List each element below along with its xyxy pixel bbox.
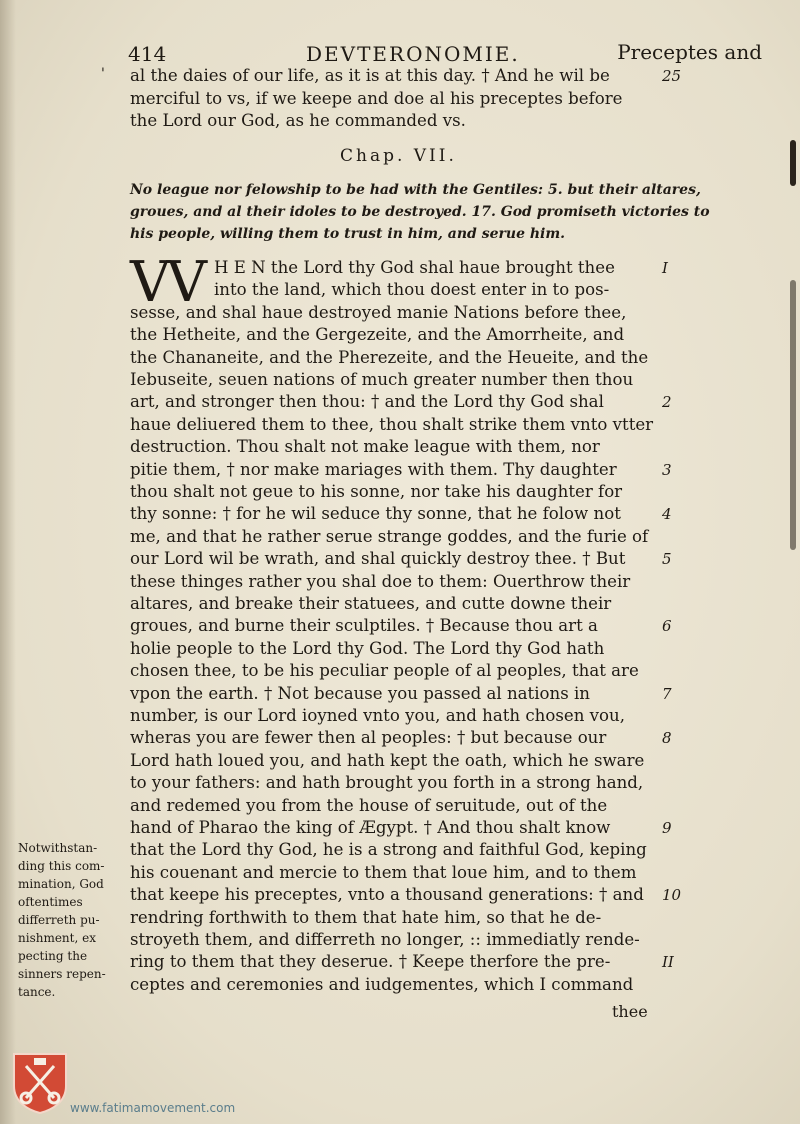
verse-number: 25 (662, 67, 682, 85)
text-line: merciful to vs, if we keepe and doe al his preceptes before (130, 88, 623, 108)
margin-note-line: sinners repen- (18, 967, 106, 981)
text-line: stroyeth them, and differreth no longer, :: immediatly rende- (130, 930, 640, 949)
text-line: thy sonne: † for he wil seduce thy sonne, that he folow not (130, 504, 621, 524)
text-line: these thinges rather you shal doe to them: Ouerthrow their (130, 571, 631, 591)
text-line: hand of Pharao the king of Ægypt. † And thou shalt know (130, 818, 611, 837)
margin-note-line: nishment, ex (18, 931, 96, 945)
stray-mark: ' (101, 66, 105, 82)
text-line: holie people to the Lord thy God. The Lord thy God hath (130, 638, 605, 658)
margin-note-line: differreth pu- (18, 913, 100, 927)
running-title: DEVTERONOMIE. (306, 42, 520, 66)
verse-number: 9 (662, 819, 672, 837)
text-line: destruction. Thou shalt not make league with them, nor (130, 437, 600, 457)
watermark-url[interactable]: www.fatimamovement.com (70, 1101, 236, 1115)
text-line: me, and that he rather serue strange goddes, and the furie of (130, 526, 649, 546)
text-line: H E N the Lord thy God shal haue brought thee (214, 258, 615, 277)
page-number: 414 (128, 42, 167, 66)
text-line: Iebuseite, seuen nations of much greater number then thou (130, 370, 634, 389)
text-line: ring to them that they deserue. † Keepe therfore the pre- (130, 952, 611, 972)
gutter-shadow (0, 0, 16, 1124)
text-line: al the daies of our life, as it is at this day. † And he wil be (130, 66, 610, 85)
text-line: altares, and breake their statuees, and cutte downe their (130, 594, 612, 613)
text-line: haue deliuered them to thee, thou shalt strike them vnto vtter (130, 414, 654, 434)
text-line: our Lord wil be wrath, and shal quickly destroy thee. † But (130, 549, 626, 569)
crossed-keys-logo-icon (12, 1052, 68, 1114)
text-line: groues, and burne their sculptiles. † Because thou art a (130, 616, 598, 636)
text-line: ceptes and ceremonies and iudgementes, which I command (130, 974, 634, 994)
text-line: that keepe his preceptes, vnto a thousand generations: † and (130, 885, 644, 905)
margin-note-line: tance. (18, 985, 56, 999)
page-edge-shadow (790, 280, 796, 550)
text-line: his couenant and mercie to them that loue him, and to them (130, 862, 637, 882)
verse-number: 7 (662, 684, 672, 703)
summary-line: groues, and al their idoles to be destroyed. 17. God promiseth victories to (130, 204, 710, 220)
verse-number: 6 (662, 617, 672, 636)
text-line: Lord hath loued you, and hath kept the oath, which he sware (130, 750, 645, 770)
summary-line: his people, willing them to trust in him, and serue him. (130, 226, 566, 242)
margin-note-line: mination, God (18, 877, 104, 891)
text-line: the Chananeite, and the Pherezeite, and the Heueite, and the (130, 347, 649, 367)
text-line: art, and stronger then thou: † and the Lord thy God shal (130, 392, 604, 412)
text-line: chosen thee, to be his peculiar people of al peoples, that are (130, 661, 639, 681)
text-line: rendring forthwith to them that hate him, so that he de- (130, 907, 602, 927)
drop-cap: VV (130, 250, 203, 315)
verse-number: 3 (662, 460, 672, 479)
margin-note-line: Notwithstan- (18, 841, 98, 855)
verse-number: 2 (662, 393, 672, 412)
text-line: into the land, which thou doest enter in to pos- (214, 280, 610, 300)
verse-number: 5 (662, 550, 672, 569)
text-line: the Hetheite, and the Gergezeite, and the Amorrheite, and (130, 325, 625, 345)
summary-line: No league nor felowship to be had with the Gentiles: 5. but their altares, (130, 182, 701, 198)
text-line: vpon the earth. † Not because you passed al nations in (130, 683, 590, 703)
text-line: the Lord our God, as he commanded vs. (130, 111, 466, 130)
margin-note-line: pecting the (18, 949, 88, 963)
text-line: pitie them, † nor make mariages with them. Thy daughter (130, 459, 617, 479)
page-edge-mark (790, 140, 796, 186)
text-line: number, is our Lord ioyned vnto you, and hath chosen vou, (130, 706, 625, 725)
text-line: to your fathers: and hath brought you forth in a strong hand, (130, 773, 644, 793)
text-line: that the Lord thy God, he is a strong and faithful God, keping (130, 840, 647, 860)
text-line: and redemed you from the house of seruitude, out of the (130, 795, 608, 815)
catchword: thee (612, 1002, 648, 1021)
running-right-title: Preceptes and (617, 40, 762, 64)
text-line: wheras you are fewer then al peoples: † but because our (130, 728, 607, 748)
verse-number: 8 (662, 729, 672, 748)
chapter-heading: Chap. VII. (340, 146, 457, 166)
margin-note-line: oftentimes (18, 895, 83, 909)
verse-number: II (662, 953, 674, 972)
text-line: thou shalt not geue to his sonne, nor take his daughter for (130, 482, 623, 501)
verse-number: I (662, 259, 668, 277)
verse-number: 10 (662, 886, 682, 905)
verse-number: 4 (662, 505, 672, 524)
text-line: sesse, and shal haue destroyed manie Nations before thee, (130, 302, 627, 322)
margin-note-line: ding this com- (18, 859, 105, 873)
